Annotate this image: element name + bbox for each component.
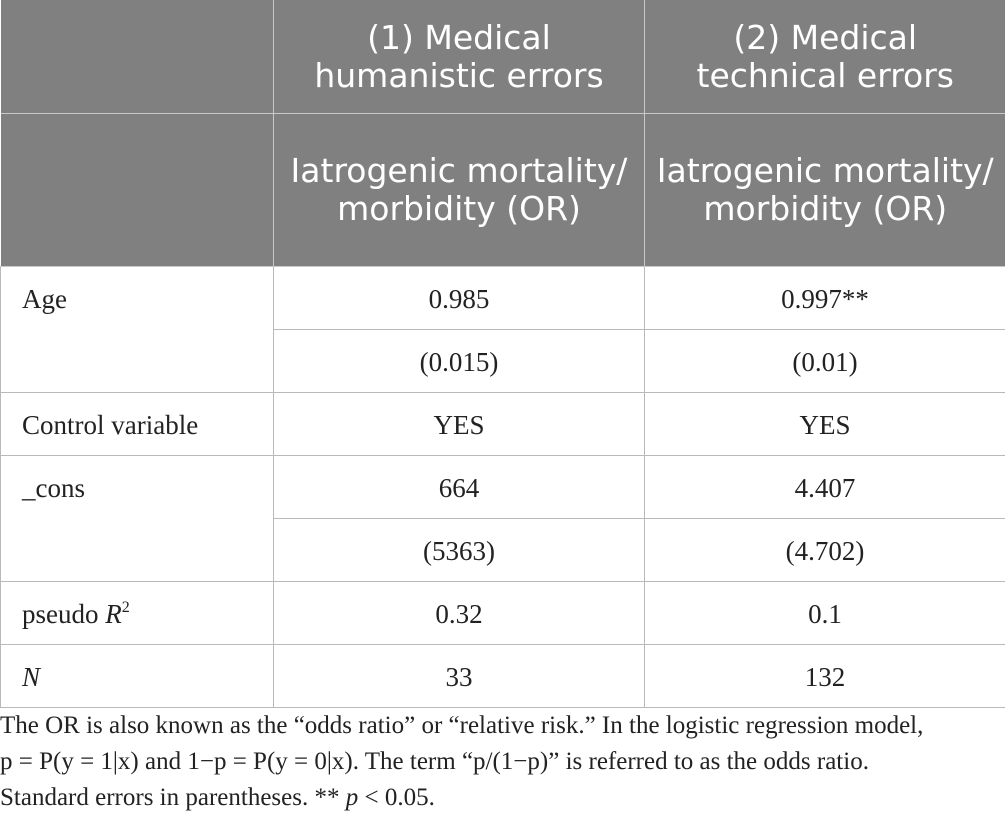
note-line-3 bbox=[0, 780, 1005, 816]
cell-age-se2: (0.01) bbox=[645, 330, 1005, 393]
table-row-cons bbox=[1, 456, 1005, 519]
cell-control-col1: YES bbox=[274, 393, 645, 456]
header-empty-2 bbox=[1, 114, 274, 267]
cell-cons-col1: 664 bbox=[274, 456, 645, 519]
r-superscript: 2 bbox=[121, 599, 130, 616]
note-line-2: p = P(y = 1|x) and 1−p = P(y = 0|x). The term “p/(1−p)” is referred to as the odds ratio. bbox=[0, 748, 869, 775]
header-model-1: (1) Medical humanistic errors bbox=[274, 0, 645, 114]
cell-age-col2: 0.997** bbox=[645, 267, 1005, 330]
cell-n-col2: 132 bbox=[645, 645, 1005, 708]
header-outcome-1: Iatrogenic mortality/ morbidity (OR) bbox=[274, 114, 645, 267]
note-line-3-end: < 0.05. bbox=[358, 784, 435, 811]
note-line-1: The OR is also known as the “odds ratio” or “relative risk.” In the logistic regression model, bbox=[0, 712, 924, 739]
table-row-control bbox=[1, 393, 1005, 456]
cell-pseudo-col2: 0.1 bbox=[645, 582, 1005, 645]
row-label-pseudo-r2 bbox=[1, 582, 274, 645]
row-label-control: Control variable bbox=[1, 393, 274, 456]
cell-age-se1: (0.015) bbox=[274, 330, 645, 393]
row-label-cons: _cons bbox=[1, 456, 274, 582]
cell-age-col1: 0.985 bbox=[274, 267, 645, 330]
table-row-pseudo-r2 bbox=[1, 582, 1005, 645]
header-row-outcome bbox=[1, 114, 1005, 267]
table-notes bbox=[0, 708, 1005, 816]
table-row-n bbox=[1, 645, 1005, 708]
row-label-n: N bbox=[1, 645, 274, 708]
cell-cons-se1: (5363) bbox=[274, 519, 645, 582]
cell-cons-col2: 4.407 bbox=[645, 456, 1005, 519]
header-model-2: (2) Medical technical errors bbox=[645, 0, 1005, 114]
row-label-age: Age bbox=[1, 267, 274, 393]
note-line-3-start: Standard errors in parentheses. ** bbox=[0, 784, 346, 811]
note-p-symbol: p bbox=[345, 784, 359, 811]
cell-pseudo-col1: 0.32 bbox=[274, 582, 645, 645]
cell-n-col1: 33 bbox=[274, 645, 645, 708]
header-outcome-2: Iatrogenic mortality/ morbidity (OR) bbox=[645, 114, 1005, 267]
r-symbol: R bbox=[105, 599, 122, 629]
header-row-models bbox=[1, 0, 1005, 114]
table-row-age bbox=[1, 267, 1005, 330]
cell-cons-se2: (4.702) bbox=[645, 519, 1005, 582]
pseudo-label-text: pseudo bbox=[22, 599, 106, 629]
header-empty-1 bbox=[1, 0, 274, 114]
cell-control-col2: YES bbox=[645, 393, 1005, 456]
